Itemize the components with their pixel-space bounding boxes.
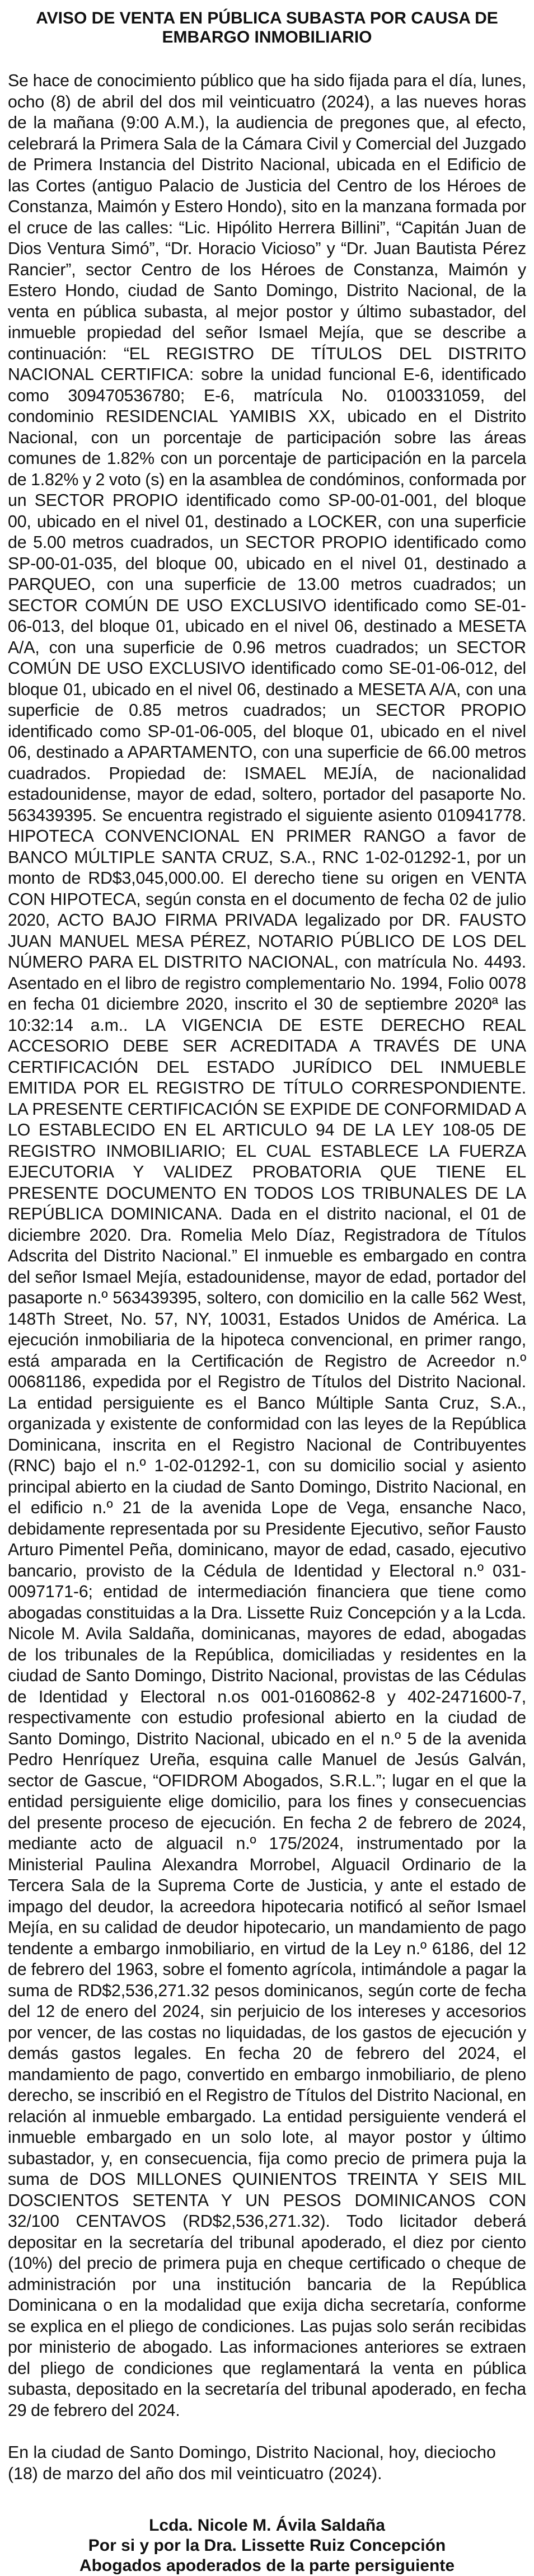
signature-name: Lcda. Nicole M. Ávila Saldaña — [149, 2516, 385, 2535]
legal-notice — [8, 9, 526, 2576]
notice-title — [8, 9, 526, 47]
notice-body: Se hace de conocimiento público que ha sido fijada para el día, lunes, ocho (8) de abril del dos mil veinticuatro (2024), a las nueves horas de la mañana (9:00 A.M.), la audiencia de pregones que, al efecto, celebrará la Primera Sala de la Cámara Civil y Comercial del Juzgado de Primera Instancia del Distrito Nacional, ubicada en el Edificio de las Cortes (antiguo Palacio de Justicia del Centro de los Héroes de Constanza, Maimón y Estero Hondo), sito en la manzana formada por el cruce de las calles: “Lic. Hipólito Herrera Billini”, “Capitán Juan de Dios Ventura Simó”, “Dr. Horacio Vicioso” y “Dr. Juan Bautista Pérez Rancier”, sector Centro de los Héroes de Constanza, Maimón y Estero Hondo, ciudad de Santo Domingo, Distrito Nacional, de la venta en pública subasta, al mejor postor y último subastador, del inmueble propiedad del señor Ismael Mejía, que se describe a continuación: “EL REGISTRO DE TÍTULOS DEL DISTRITO NACIONAL CERTIFICA: sobre la unidad funcional E-6, identificado como 309470536780; E-6, matrícula No. 0100331059, del condominio RESIDENCIAL YAMIBIS XX, ubicado en el Distrito Nacional, con un porcentaje de participación sobre las áreas comunes de 1.82% con un porcentaje de participación en la parcela de 1.82% y 2 voto (s) en la asamblea de condóminos, conformada por un SECTOR PROPIO identificado como SP-00-01-001, del bloque 00, ubicado en el nivel 01, destinado a LOCKER, con una superficie de 5.00 metros cuadrados, un SECTOR PROPIO identificado como SP-00-01-035, del bloque 00, ubicado en el nivel 01, destinado a PARQUEO, con una superficie de 13.00 metros cuadrados; un SECTOR COMÚN DE USO EXCLUSIVO identificado como SE-01-06-013, del bloque 01, ubicado en el nivel 06, destinado a MESETA A/A, con una superficie de 0.96 metros cuadrados; un SECTOR COMÚN DE USO EXCLUSIVO identificado como SE-01-06-012, del bloque 01, ubicado en el nivel 06, destinado a MESETA A/A, con una superficie de 0.85 metros cuadrados; un SECTOR PROPIO identificado como SP-01-06-005, del bloque 01, ubicado en el nivel 06, destinado a APARTAMENTO, con una superficie de 66.00 metros cuadrados. Propiedad de: ISMAEL MEJÍA, de nacionalidad estadounidense, mayor de edad, soltero, portador del pasaporte No. 563439395. Se encuentra registrado el siguiente asiento 010941778. HIPOTECA CONVENCIONAL EN PRIMER RANGO a favor de BANCO MÚLTIPLE SANTA CRUZ, S.A., RNC 1-02-01292-1, por un monto de RD$3,045,000.00. El derecho tiene su origen en VENTA CON HIPOTECA, según consta en el documento de fecha 02 de julio 2020, ACTO BAJO FIRMA PRIVADA legalizado por DR. FAUSTO JUAN MANUEL MESA PÉREZ, NOTARIO PÚBLICO DE LOS DEL NÚMERO PARA EL DISTRITO NACIONAL, con matrícula No. 4493. Asentado en el libro de registro complementario No. 1994, Folio 0078 en fecha 01 diciembre 2020, inscrito el 30 de septiembre 2020ª las 10:32:14 a.m.. LA VIGENCIA DE ESTE DERECHO REAL ACCESORIO DEBE SER ACREDITADA A TRAVÉS DE UNA CERTIFICACIÓN DEL ESTADO JURÍDICO DEL INMUEBLE EMITIDA POR EL REGISTRO DE TÍTULO CORRESPONDIENTE. LA PRESENTE CERTIFICACIÓN SE EXPIDE DE CONFORMIDAD A LO ESTABLECIDO EN EL ARTICULO 94 DE LA LEY 108-05 DE REGISTRO INMOBILIARIO; EL CUAL ESTABLECE LA FUERZA EJECUTORIA Y VALIDEZ PROBATORIA QUE TIENE EL PRESENTE DOCUMENTO EN TODOS LOS TRIBUNALES DE LA REPÚBLICA DOMINICANA. Dada en el distrito nacional, el 01 de diciembre 2020. Dra. Romelia Melo Díaz, Registradora de Títulos Adscrita del Distrito Nacional.” El inmueble es embargado en contra del señor Ismael Mejía, estadounidense, mayor de edad, portador del pasaporte n.º 563439395, soltero, con domicilio en la calle 562 West, 148Th Street, No. 57, NY, 10031, Estados Unidos de América. La ejecución inmobiliaria de la hipoteca convencional, en primer rango, está amparada en la Certificación de Registro de Acreedor n.º 00681186, expedida por el Registro de Títulos del Distrito Nacional. La entidad persiguiente es el Banco Múltiple Santa Cruz, S.A., organizada y existente de conformidad con las leyes de la República Dominicana, inscrita en el Registro Nacional de Contribuyentes (RNC) bajo el n.º 1-02-01292-1, con su domicilio social y asiento principal abierto en la ciudad de Santo Domingo, Distrito Nacional, en el edificio n.º 21 de la avenida Lope de Vega, ensanche Naco, debidamente representada por su Presidente Ejecutivo, señor Fausto Arturo Pimentel Peña, dominicano, mayor de edad, casado, ejecutivo bancario, provisto de la Cédula de Identidad y Electoral n.º 031-0097171-6; entidad de intermediación financiera que tiene como abogadas constituidas a la Dra. Lissette Ruiz Concepción y a la Lcda. Nicole M. Avila Saldaña, dominicanas, mayores de edad, abogadas de los tribunales de la República, domiciliadas y residentes en la ciudad de Santo Domingo, Distrito Nacional, provistas de las Cédulas de Identidad y Electoral n.os 001-0160862-8 y 402-2471600-7, respectivamente con estudio profesional abierto en la ciudad de Santo Domingo, Distrito Nacional, ubicado en el n.º 5 de la avenida Pedro Henríquez Ureña, esquina calle Manuel de Jesús Galván, sector de Gascue, “OFIDROM Abogados, S.R.L.”; lugar en el que la entidad persiguiente elige domicilio, para los fines y consecuencias del presente proceso de ejecución. En fecha 2 de febrero de 2024, mediante acto de alguacil n.º 175/2024, instrumentado por la Ministerial Paulina Alexandra Morrobel, Alguacil Ordinario de la Tercera Sala de la Suprema Corte de Justicia, y ante el estado de impago del deudor, la acreedora hipotecaria notificó al señor Ismael Mejía, en su calidad de deudor hipotecario, un mandamiento de pago tendente a embargo inmobiliario, en virtud de la Ley n.º 6186, del 12 de febrero del 1963, sobre el fomento agrícola, intimándole a pagar la suma de RD$2,536,271.32 pesos dominicanos, según corte de fecha del 12 de enero del 2024, sin perjuicio de los intereses y accesorios por vencer, de las costas no liquidadas, de los gastos de ejecución y demás gastos legales. En fecha 20 de febrero del 2024, el mandamiento de pago, convertido en embargo inmobiliario, de pleno derecho, se inscribió en el Registro de Títulos del Distrito Nacional, en relación al inmueble embargado. La entidad persiguiente venderá el inmueble embargado en un solo lote, al mayor postor y último subastador, y, en consecuencia, fija como precio de primera puja la suma de DOS MILLONES QUINIENTOS TREINTA Y SEIS MIL DOSCIENTOS SETENTA Y UN PESOS DOMINICANOS CON 32/100 CENTAVOS (RD$2,536,271.32). Todo licitador deberá depositar en la secretaría del tribunal apoderado, el diez por ciento (10%) del precio de primera puja en cheque certificado o cheque de administración por una institución bancaria de la República Dominicana o en la modalidad que exija dicha secretaría, conforme se explica en el pliego de condiciones. Las pujas solo serán recibidas por ministerio de abogado. Las informaciones anteriores se extraen del pliego de condiciones que reglamentará la venta en pública subasta, depositado en la secretaría del tribunal apoderado, en fecha 29 de febrero del 2024. — [8, 72, 527, 2420]
notice-title-line-1: AVISO DE VENTA EN PÚBLICA SUBASTA POR CAUSA DE — [36, 9, 498, 27]
signature-on-behalf: Por si y por la Dra. Lissette Ruiz Concepción — [88, 2536, 446, 2555]
notice-closing: En la ciudad de Santo Domingo, Distrito Nacional, hoy, dieciocho (18) de marzo del año dos mil veinticuatro (2024). — [8, 2443, 496, 2483]
signature-role: Abogados apoderados de la parte persiguiente — [79, 2556, 455, 2575]
signature-block — [8, 2516, 526, 2576]
notice-title-line-2: EMBARGO INMOBILIARIO — [162, 28, 372, 46]
